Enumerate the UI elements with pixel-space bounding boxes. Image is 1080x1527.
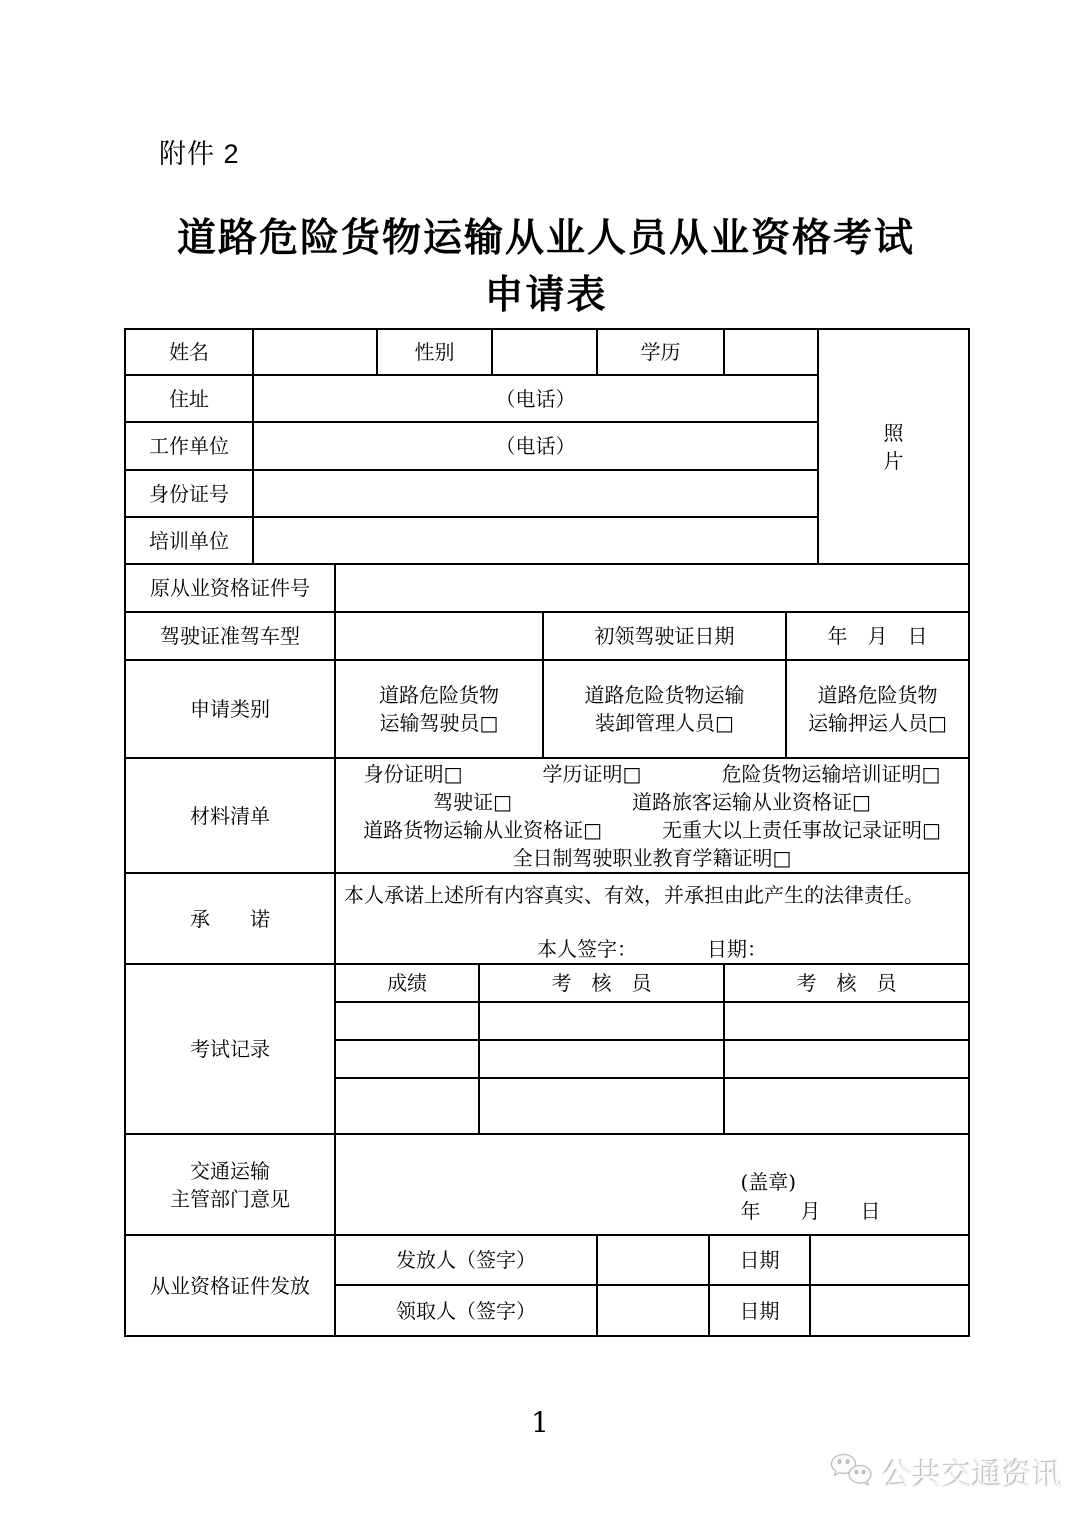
category-option-loading-manager: 道路危险货物运输 装卸管理人员□: [543, 660, 786, 758]
receiver-sign-label: 领取人（签字）: [335, 1285, 597, 1336]
name-label: 姓名: [125, 329, 253, 375]
exam-examiner-cell: [724, 1002, 969, 1040]
id-number-label: 身份证号: [125, 470, 253, 517]
issuer-sign-label: 发放人（签字）: [335, 1235, 597, 1285]
row-original-cert: [125, 564, 969, 612]
row-materials: [125, 758, 969, 873]
first-license-label: 初领驾驶证日期: [543, 612, 786, 660]
first-license-date-cell: 年 月 日: [786, 612, 969, 660]
exam-score-cell: [335, 1002, 479, 1040]
exam-header-examiner-1: 考 核 员: [479, 964, 724, 1002]
materials-line: 身份证明□ 学历证明□ 危险货物运输培训证明□: [363, 761, 941, 786]
original-cert-value-cell: [335, 564, 969, 612]
row-name-gender-education: [125, 329, 969, 375]
cert-issue-label: 从业资格证件发放: [125, 1235, 335, 1336]
receive-date-label: 日期: [709, 1285, 810, 1336]
authority-date-line: 年 月 日: [740, 1199, 881, 1223]
exam-header-examiner-2: 考 核 员: [724, 964, 969, 1002]
exam-header-score: 成绩: [335, 964, 479, 1002]
row-exam-header: [125, 964, 969, 1002]
original-cert-label: 原从业资格证件号: [125, 564, 335, 612]
id-number-value-cell: [253, 470, 818, 517]
watermark-text: 公共交通资讯: [882, 1458, 1062, 1493]
work-unit-label: 工作单位: [125, 422, 253, 470]
name-value-cell: [253, 329, 377, 375]
address-value-cell: （电话）: [253, 375, 818, 422]
materials-label: 材料清单: [125, 758, 335, 873]
materials-line: 驾驶证□ 道路旅客运输从业资格证□: [433, 789, 871, 814]
watermark: [830, 1450, 1062, 1494]
promise-label: 承 诺: [125, 873, 335, 964]
receive-date-cell: [810, 1285, 969, 1336]
receiver-sign-cell: [597, 1285, 709, 1336]
materials-line: 全日制驾驶职业教育学籍证明□: [512, 845, 792, 870]
row-promise: [125, 873, 969, 964]
category-option-driver: 道路危险货物 运输驾驶员□: [335, 660, 543, 758]
issue-date-label: 日期: [709, 1235, 810, 1285]
seal-label: (盖章): [740, 1170, 797, 1194]
exam-examiner-cell: [724, 1078, 969, 1134]
exam-examiner-cell: [479, 1002, 724, 1040]
exam-score-cell: [335, 1040, 479, 1078]
photo-label-line1: 照: [883, 420, 904, 445]
page-title: [124, 210, 968, 324]
title-line1: 道路危险货物运输从业人员从业资格考试: [176, 217, 915, 260]
page-number: 1: [531, 1406, 549, 1439]
row-cert-issue-1: [125, 1235, 969, 1285]
materials-list-cell: [335, 758, 969, 873]
issuer-sign-cell: [597, 1235, 709, 1285]
work-unit-value-cell: （电话）: [253, 422, 818, 470]
promise-text: 本人承诺上述所有内容真实、有效，并承担由此产生的法律责任。: [344, 883, 924, 907]
training-unit-label: 培训单位: [125, 517, 253, 564]
photo-cell: [818, 329, 969, 564]
authority-opinion-cell: [335, 1134, 969, 1235]
materials-line: 道路货物运输从业资格证□ 无重大以上责任事故记录证明□: [363, 817, 941, 842]
gender-label: 性别: [377, 329, 492, 375]
exam-examiner-cell: [724, 1040, 969, 1078]
education-value-cell: [724, 329, 818, 375]
photo-label-line2: 片: [883, 448, 904, 473]
issue-date-cell: [810, 1235, 969, 1285]
row-apply-category: [125, 660, 969, 758]
training-unit-value-cell: [253, 517, 818, 564]
promise-sign-line: 本人签字： 日期：: [537, 937, 768, 961]
row-license-class: [125, 612, 969, 660]
authority-opinion-label: 交通运输 主管部门意见: [125, 1134, 335, 1235]
exam-examiner-cell: [479, 1078, 724, 1134]
promise-content-cell: [335, 873, 969, 964]
address-label: 住址: [125, 375, 253, 422]
wechat-bubbles-icon: [830, 1451, 874, 1493]
application-form-table: [124, 328, 970, 1337]
title-line2: 申请表: [484, 274, 608, 317]
category-option-escort: 道路危险货物 运输押运人员□: [786, 660, 969, 758]
gender-value-cell: [492, 329, 597, 375]
category-label: 申请类别: [125, 660, 335, 758]
row-authority-opinion: [125, 1134, 969, 1235]
license-class-value-cell: [335, 612, 543, 660]
license-class-label: 驾驶证准驾车型: [125, 612, 335, 660]
education-label: 学历: [597, 329, 724, 375]
exam-examiner-cell: [479, 1040, 724, 1078]
exam-record-label: 考试记录: [125, 964, 335, 1134]
exam-score-cell: [335, 1078, 479, 1134]
attachment-label: 附件 2: [159, 139, 240, 169]
seal-block: [741, 1168, 881, 1226]
